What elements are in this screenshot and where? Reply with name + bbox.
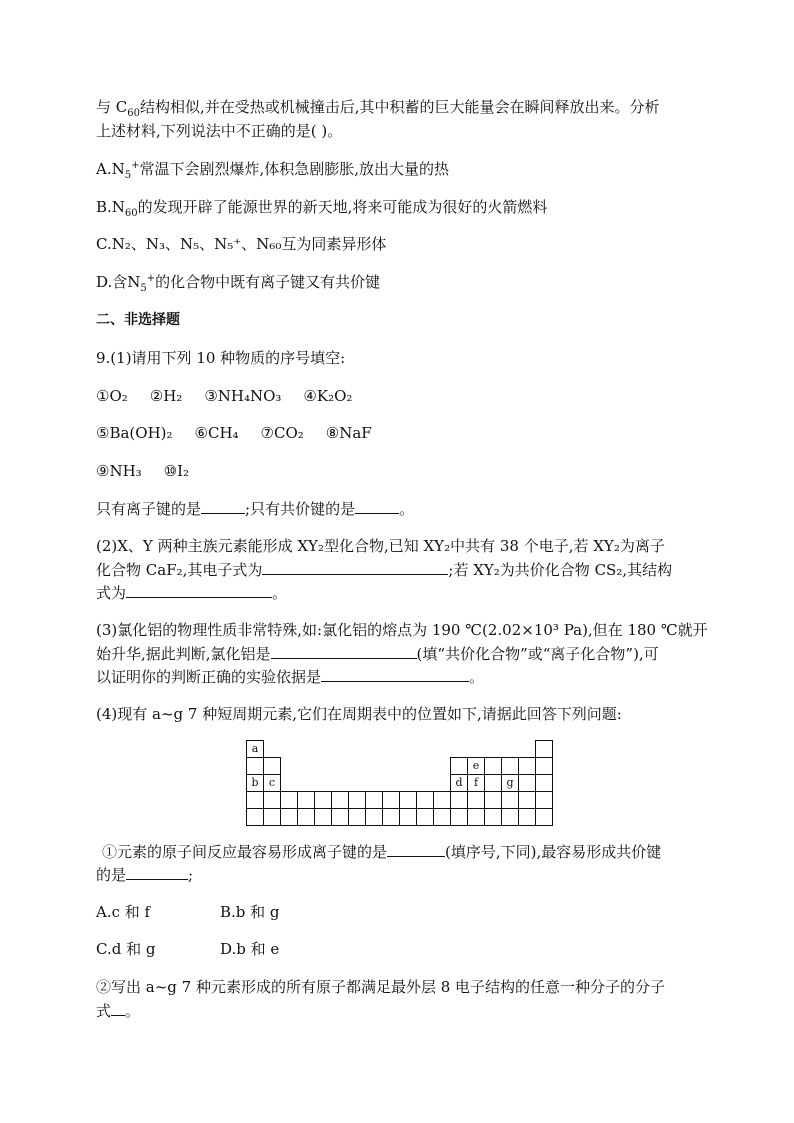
intro-line-1: 与 $C_{60}$结构相似,并在受热或机械撞击后,其中积蓄的巨大能量会在瞬间释放出来。分析 [96, 98, 660, 119]
answer-blank[interactable] [271, 642, 417, 659]
periodic-cell [246, 757, 264, 775]
periodic-cell [535, 791, 553, 809]
periodic-cell-f: f [467, 774, 485, 792]
choice-a: A.c 和 f [96, 903, 151, 921]
periodic-cell [365, 808, 383, 826]
periodic-cell [484, 774, 502, 792]
periodic-cell [348, 808, 366, 826]
q9-part3-line-1: (3)氯化铝的物理性质非常特殊,如:氯化铝的熔点为 190 ℃(2.02×10³ Pa),但在 180 ℃就开 [96, 621, 708, 639]
answer-blank[interactable] [126, 581, 272, 598]
periodic-cell [314, 791, 332, 809]
periodic-cell [518, 791, 536, 809]
periodic-cell-g: g [501, 774, 519, 792]
periodic-cell [348, 791, 366, 809]
periodic-cell [331, 791, 349, 809]
periodic-cell [297, 791, 315, 809]
periodic-cell [331, 808, 349, 826]
q9-part3-line-2: 始升华,据此判断,氯化铝是 (填“共价化合物”或“离子化合物”),可 [96, 642, 659, 665]
choice-b: B.b 和 g [220, 903, 280, 921]
periodic-cell [535, 808, 553, 826]
periodic-cell [246, 808, 264, 826]
periodic-cell [450, 808, 468, 826]
q9-part4-q1-line-1: ①元素的原子间反应最容易形成离子键的是 (填序号,下同),最容易形成共价键 [102, 840, 661, 863]
answer-blank[interactable] [321, 665, 469, 682]
choice-row-1 [96, 901, 280, 923]
periodic-cell [518, 808, 536, 826]
periodic-cell [467, 791, 485, 809]
periodic-cell [314, 808, 332, 826]
periodic-cell [382, 808, 400, 826]
periodic-cell [416, 808, 434, 826]
q9-part1-intro: 9.(1)请用下列 10 种物质的序号填空: [96, 349, 346, 367]
section-heading: 二、非选择题 [96, 312, 180, 328]
periodic-cell [365, 791, 383, 809]
periodic-cell [263, 808, 281, 826]
periodic-cell [246, 791, 264, 809]
substance-row-3: ⑨NH₃ ⑩I₂ [96, 462, 190, 480]
periodic-cell [263, 757, 281, 775]
periodic-cell [450, 791, 468, 809]
periodic-cell [501, 791, 519, 809]
periodic-cell [484, 791, 502, 809]
periodic-cell [484, 757, 502, 775]
periodic-cell [467, 808, 485, 826]
periodic-cell [518, 774, 536, 792]
periodic-cell [433, 808, 451, 826]
periodic-cell-d: d [450, 774, 468, 792]
periodic-cell [518, 757, 536, 775]
answer-blank[interactable] [355, 497, 399, 514]
periodic-cell-a: a [246, 740, 264, 758]
q9-part2-line-1: (2)X、Y 两种主族元素能形成 XY₂型化合物,已知 XY₂中共有 38 个电子,若 XY₂为离子 [96, 537, 665, 555]
answer-blank[interactable] [201, 497, 245, 514]
q9-part3-line-3: 以证明你的判断正确的实验依据是 。 [96, 665, 484, 688]
q9-part4-q1-line-2: 的是 ; [96, 863, 193, 886]
choice-d: D.b 和 e [220, 940, 280, 958]
periodic-cell [297, 808, 315, 826]
answer-blank[interactable] [111, 999, 125, 1016]
q9-part2-line-2: 化合物 CaF₂,其电子式为 ;若 XY₂为共价化合物 CS₂,其结构 [96, 558, 672, 581]
periodic-cell [484, 808, 502, 826]
periodic-cell [399, 808, 417, 826]
substance-row-1: ①O₂ ②H₂ ③NH₄NO₃ ④K₂O₂ [96, 387, 353, 405]
periodic-cell [433, 791, 451, 809]
periodic-cell-c: c [263, 774, 281, 792]
choice-row-2 [96, 938, 279, 960]
q9-part4-q2-line-2: 式 。 [96, 999, 140, 1022]
q9-part1-question: 只有离子键的是 ;只有共价键的是 。 [96, 497, 414, 520]
substance-row-2: ⑤Ba(OH)₂ ⑥CH₄ ⑦CO₂ ⑧NaF [96, 424, 372, 442]
periodic-cell [399, 791, 417, 809]
option-b: $B.N_{60}$的发现开辟了能源世界的新天地,将来可能成为很好的火箭燃料 [96, 198, 548, 219]
q9-part2-line-3: 式为 。 [96, 581, 287, 604]
periodic-cell [416, 791, 434, 809]
periodic-cell [535, 757, 553, 775]
option-c: C.N₂、N₃、N₅、N₅⁺、N₆₀互为同素异形体 [96, 235, 387, 253]
choice-c: C.d 和 g [96, 940, 156, 958]
periodic-cell [450, 757, 468, 775]
q9-part4-q2-line-1: ②写出 a~g 7 种元素形成的所有原子都满足最外层 8 电子结构的任意一种分子的分子 [96, 978, 666, 996]
option-d: D.含$N_5^+$的化合物中既有离子键又有共价键 [96, 273, 381, 294]
periodic-cell [280, 791, 298, 809]
periodic-cell [382, 791, 400, 809]
answer-blank[interactable] [126, 863, 188, 880]
periodic-cell-e: e [467, 757, 485, 775]
answer-blank[interactable] [262, 558, 448, 575]
option-a: $A.N_5^+$常温下会剧烈爆炸,体积急剧膨胀,放出大量的热 [96, 160, 450, 181]
periodic-cell [263, 791, 281, 809]
periodic-cell [501, 757, 519, 775]
periodic-cell [535, 774, 553, 792]
answer-blank[interactable] [387, 840, 445, 857]
intro-line-2: 上述材料,下列说法中不正确的是( )。 [96, 122, 343, 140]
periodic-cell-b: b [246, 774, 264, 792]
periodic-cell [280, 808, 298, 826]
periodic-cell [501, 808, 519, 826]
q9-part4-intro: (4)现有 a~g 7 种短周期元素,它们在周期表中的位置如下,请据此回答下列问题: [96, 705, 622, 723]
periodic-cell [535, 740, 553, 758]
